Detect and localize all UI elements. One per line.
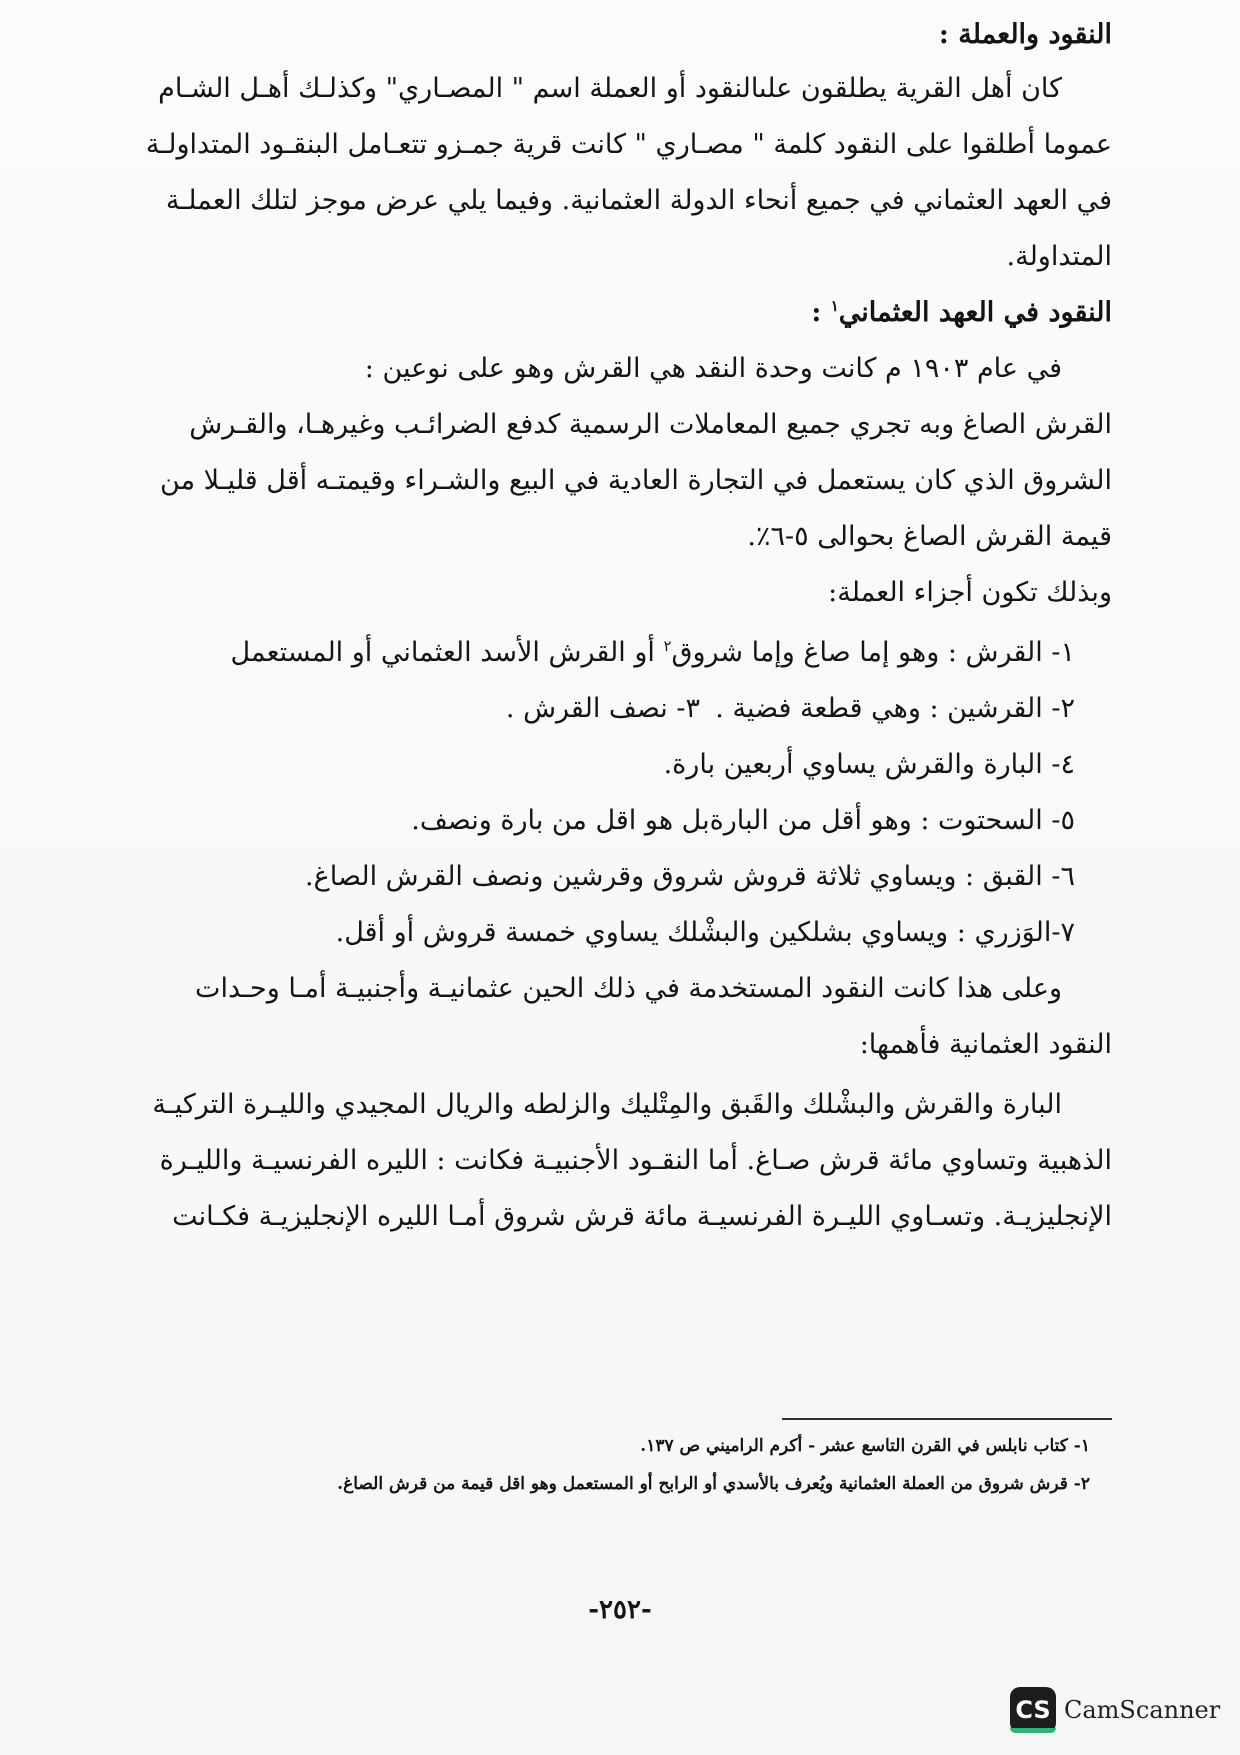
footnote-ref-1: ١ [830,297,839,315]
parts-item-2: ٢- القرشين : وهي قطعة فضية . [715,693,1075,724]
footnote-2: ٢- قرش شروق من العملة العثمانية ويُعرف بالأسدي أو الرابح أو المستعمل وهو اقل قيمة من قرش الصاغ. [337,1474,1090,1494]
camscanner-watermark [1010,1687,1220,1733]
heading-currency: النقود والعملة : [938,19,1112,50]
para-units-line-2: النقود العثمانية فأهمها: [859,1029,1112,1060]
parts-item-1-a: ١- القرش : وهو إما صاغ وإما شروق [671,637,1075,668]
parts-intro: وبذلك تكون أجزاء العملة: [828,577,1112,608]
intro-line-1: كان أهل القرية يطلقون علىالنقود أو العملة اسم " المصـاري" وكذلـك أهـل الشـام [158,73,1062,104]
parts-item-6: ٦- القبق : ويساوي ثلاثة قروش شروق وقرشين ونصف القرش الصاغ. [305,861,1075,892]
para-coins-line-3: الإنجليزيـة. وتسـاوي الليـرة الفرنسيـة مائة قرش شروق أمـا الليره الإنجليزيـة فكـانت [172,1201,1112,1232]
para-1903-line-2: القرش الصاغ وبه تجري جميع المعاملات الرسمية كدفع الضرائـب وغيرهـا، والقـرش [189,409,1112,440]
heading-ottoman [811,296,1112,330]
heading-ottoman-text: النقود في العهد العثماني [838,297,1112,328]
footnote-divider [782,1418,1112,1420]
para-1903-line-4: قيمة القرش الصاغ بحوالى ٥-٦٪. [747,521,1112,552]
parts-item-1-b: أو القرش الأسد العثماني أو المستعمل [230,637,664,668]
para-units-line-1: وعلى هذا كانت النقود المستخدمة في ذلك الحين عثمانيـة وأجنبيـة أمـا وحـدات [195,973,1062,1004]
footnote-ref-2: ٢ [663,637,672,655]
para-coins-line-1: البارة والقرش والبشْلك والقَبق والمِتْليك والزلطه والريال المجيدي والليـرة التركيـة [152,1089,1062,1120]
para-1903-line-1: في عام ١٩٠٣ م كانت وحدة النقد هي القرش وهو على نوعين : [364,353,1062,384]
parts-item-4: ٤- البارة والقرش يساوي أربعين بارة. [663,749,1075,780]
para-coins-line-2: الذهبية وتساوي مائة قرش صـاغ. أما النقـود الأجنبيـة فكانت : الليره الفرنسيـة والليـرة [159,1145,1112,1176]
intro-line-3: في العهد العثماني في جميع أنحاء الدولة العثمانية. وفيما يلي عرض موجز لتلك العملـة [165,185,1112,216]
camscanner-name: CamScanner [1064,1696,1221,1724]
parts-item-7: ٧-الوَزري : ويساوي بشلكين والبشْلك يساوي خمسة قروش أو أقل. [335,917,1075,948]
parts-item-5: ٥- السحتوت : وهو أقل من البارةبل هو اقل من بارة ونصف. [411,805,1075,836]
page-number: -٢٥٢- [588,1595,652,1625]
parts-item-3: ٣- نصف القرش . [505,693,700,724]
parts-item-1 [231,636,1075,670]
para-1903-line-3: الشروق الذي كان يستعمل في التجارة العادية في البيع والشـراء وقيمتـه أقل قليـلا من [160,465,1112,496]
intro-line-4: المتداولة. [1006,241,1112,272]
camscanner-logo-icon: CS [1010,1687,1056,1733]
heading-ottoman-suffix: : [811,297,831,328]
intro-line-2: عموما أطلقوا على النقود كلمة " مصـاري " كانت قرية جمـزو تتعـامل البنقـود المتداولـة [145,129,1112,160]
footnote-1: ١- كتاب نابلس في القرن التاسع عشر - أكرم الراميني ص ١٣٧. [640,1436,1090,1456]
